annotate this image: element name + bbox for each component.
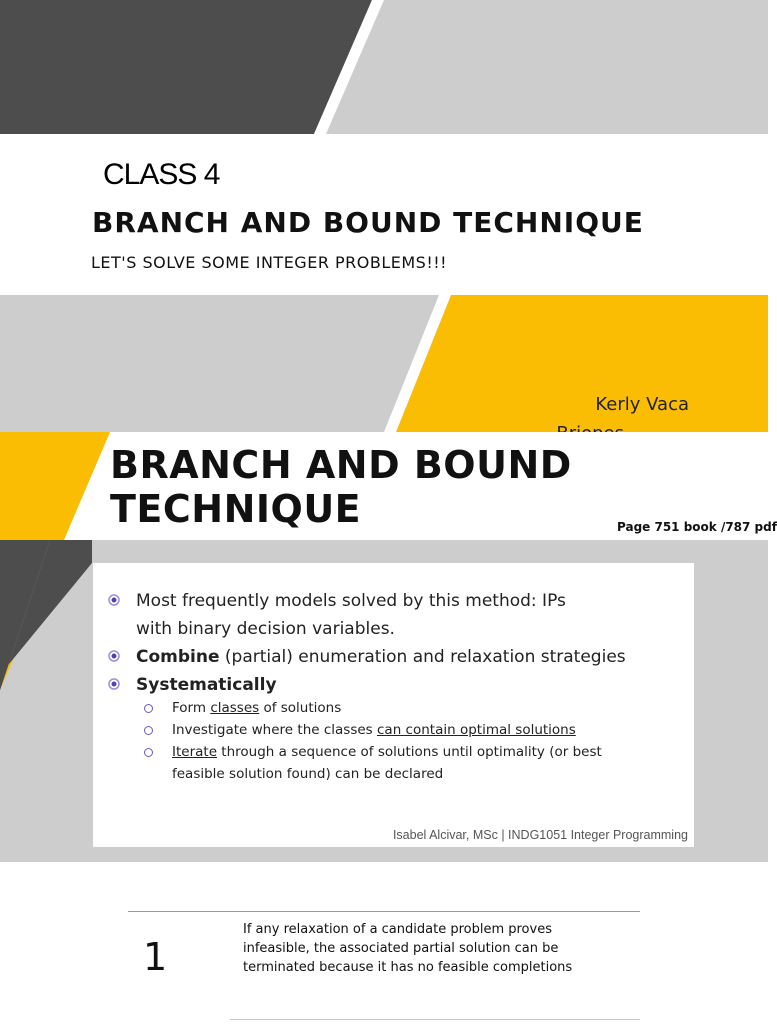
title-slide [0, 0, 768, 432]
slide-subtitle: LET'S SOLVE SOME INTEGER PROBLEMS!!! [91, 253, 448, 272]
bullet-item [107, 587, 607, 643]
bullet-dot-icon [107, 649, 121, 663]
sub-text-underlined: classes [210, 700, 260, 716]
image-footer-credit: Isabel Alcivar, MSc | INDG1051 Integer Programming [392, 828, 688, 842]
sub-text-post: of solutions [259, 700, 342, 716]
bullet-item [107, 671, 277, 699]
numbered-item-slide [0, 862, 768, 1024]
item-number: 1 [143, 935, 168, 979]
sub-bullet-item [144, 719, 576, 741]
content-slide [0, 432, 777, 862]
item-text: If any relaxation of a candidate problem proves infeasible, the associated partial solution can be terminated because it has no feasible completions [243, 922, 573, 975]
sub-text-underlined: Iterate [172, 744, 218, 760]
bullet-dot-icon [107, 677, 121, 691]
bullet-text: Most frequently models solved by this method: IPs with binary decision variables. [136, 591, 566, 639]
bullet-rest: (partial) enumeration and relaxation strategies [219, 647, 626, 667]
sub-text-post: through a sequence of solutions until optimality (or best feasible solution found) can be declared [172, 744, 602, 782]
divider-line [230, 1019, 640, 1020]
sub-text-pre: Form [172, 700, 211, 716]
class-number-label: CLASS 4 [103, 158, 220, 191]
hollow-bullet-icon [144, 748, 153, 757]
sub-bullet-item [144, 741, 624, 785]
page-reference: Page 751 book /787 pdf [617, 520, 777, 534]
sub-bullet-item [144, 697, 341, 719]
bullet-dot-icon [107, 593, 121, 607]
bullet-bold: Combine [136, 647, 220, 667]
sub-text-underlined: can contain optimal solutions [377, 722, 576, 738]
hollow-bullet-icon [144, 704, 153, 713]
hollow-bullet-icon [144, 726, 153, 735]
content-image-card [93, 563, 694, 847]
author-line-1: Kerly Vaca [595, 394, 689, 415]
title-line-2: TECHNIQUE [110, 487, 362, 531]
divider-line [128, 911, 640, 912]
sub-text-pre: Investigate where the classes [172, 722, 377, 738]
slide-title: BRANCH AND BOUND TECHNIQUE [92, 206, 644, 239]
bullet-bold: Systematically [136, 675, 277, 695]
bullet-text [136, 643, 626, 671]
top-decor-band [0, 0, 768, 134]
title-line-1: BRANCH AND BOUND [110, 443, 572, 487]
content-slide-title [110, 443, 630, 531]
bullet-item [107, 643, 626, 671]
